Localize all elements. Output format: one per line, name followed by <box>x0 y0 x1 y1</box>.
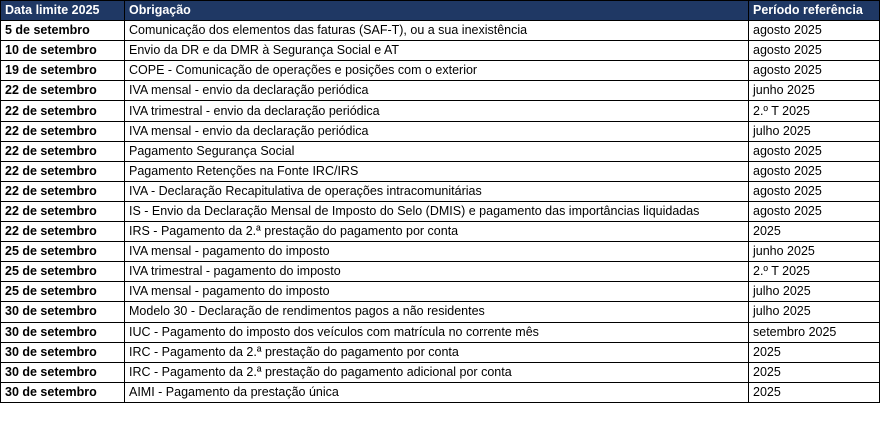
period-cell: setembro 2025 <box>749 322 880 342</box>
obligation-cell: IRC - Pagamento da 2.ª prestação do pagamento adicional por conta <box>125 362 749 382</box>
date-cell: 19 de setembro <box>1 61 125 81</box>
obligation-cell: IRS - Pagamento da 2.ª prestação do pagamento por conta <box>125 222 749 242</box>
table-row <box>1 222 880 242</box>
obligation-cell: COPE - Comunicação de operações e posições com o exterior <box>125 61 749 81</box>
obligation-cell: IVA trimestral - pagamento do imposto <box>125 262 749 282</box>
header-period: Período referência <box>749 1 880 21</box>
date-cell: 22 de setembro <box>1 181 125 201</box>
period-cell: agosto 2025 <box>749 181 880 201</box>
obligation-cell: Envio da DR e da DMR à Segurança Social e AT <box>125 41 749 61</box>
table-header <box>1 1 880 21</box>
obligation-cell: AIMI - Pagamento da prestação única <box>125 382 749 402</box>
date-cell: 22 de setembro <box>1 121 125 141</box>
table-row <box>1 181 880 201</box>
date-cell: 5 de setembro <box>1 21 125 41</box>
table-body <box>1 21 880 403</box>
date-cell: 22 de setembro <box>1 222 125 242</box>
table-row <box>1 121 880 141</box>
obligation-cell: IVA trimestral - envio da declaração periódica <box>125 101 749 121</box>
period-cell: agosto 2025 <box>749 161 880 181</box>
date-cell: 30 de setembro <box>1 382 125 402</box>
obligation-cell: IVA mensal - envio da declaração periódica <box>125 81 749 101</box>
table-row <box>1 101 880 121</box>
obligation-cell: Pagamento Retenções na Fonte IRC/IRS <box>125 161 749 181</box>
period-cell: 2025 <box>749 362 880 382</box>
period-cell: julho 2025 <box>749 282 880 302</box>
date-cell: 22 de setembro <box>1 141 125 161</box>
table-row <box>1 282 880 302</box>
period-cell: 2.º T 2025 <box>749 101 880 121</box>
period-cell: junho 2025 <box>749 81 880 101</box>
date-cell: 22 de setembro <box>1 161 125 181</box>
period-cell: 2025 <box>749 382 880 402</box>
period-cell: agosto 2025 <box>749 201 880 221</box>
table-row <box>1 61 880 81</box>
obligation-cell: IUC - Pagamento do imposto dos veículos com matrícula no corrente mês <box>125 322 749 342</box>
obligation-cell: IVA mensal - envio da declaração periódica <box>125 121 749 141</box>
table-row <box>1 302 880 322</box>
period-cell: julho 2025 <box>749 302 880 322</box>
period-cell: 2025 <box>749 342 880 362</box>
date-cell: 30 de setembro <box>1 322 125 342</box>
header-date: Data limite 2025 <box>1 1 125 21</box>
period-cell: agosto 2025 <box>749 61 880 81</box>
table-row <box>1 322 880 342</box>
table-row <box>1 362 880 382</box>
table-row <box>1 41 880 61</box>
obligation-cell: Pagamento Segurança Social <box>125 141 749 161</box>
obligation-cell: IVA mensal - pagamento do imposto <box>125 242 749 262</box>
obligation-cell: IS - Envio da Declaração Mensal de Imposto do Selo (DMIS) e pagamento das importâncias liquidadas <box>125 201 749 221</box>
date-cell: 22 de setembro <box>1 201 125 221</box>
obligation-cell: IVA - Declaração Recapitulativa de operações intracomunitárias <box>125 181 749 201</box>
table-row <box>1 161 880 181</box>
period-cell: agosto 2025 <box>749 141 880 161</box>
date-cell: 30 de setembro <box>1 342 125 362</box>
date-cell: 25 de setembro <box>1 262 125 282</box>
period-cell: 2.º T 2025 <box>749 262 880 282</box>
date-cell: 30 de setembro <box>1 362 125 382</box>
period-cell: junho 2025 <box>749 242 880 262</box>
date-cell: 30 de setembro <box>1 302 125 322</box>
table-row <box>1 262 880 282</box>
table-row <box>1 21 880 41</box>
table-row <box>1 141 880 161</box>
obligation-cell: Comunicação dos elementos das faturas (SAF-T), ou a sua inexistência <box>125 21 749 41</box>
date-cell: 25 de setembro <box>1 242 125 262</box>
date-cell: 22 de setembro <box>1 101 125 121</box>
period-cell: julho 2025 <box>749 121 880 141</box>
period-cell: agosto 2025 <box>749 41 880 61</box>
period-cell: 2025 <box>749 222 880 242</box>
table-row <box>1 342 880 362</box>
table-row <box>1 81 880 101</box>
table-row <box>1 382 880 402</box>
obligation-cell: IRC - Pagamento da 2.ª prestação do pagamento por conta <box>125 342 749 362</box>
obligation-cell: IVA mensal - pagamento do imposto <box>125 282 749 302</box>
period-cell: agosto 2025 <box>749 21 880 41</box>
date-cell: 25 de setembro <box>1 282 125 302</box>
date-cell: 22 de setembro <box>1 81 125 101</box>
header-obligation: Obrigação <box>125 1 749 21</box>
obligation-cell: Modelo 30 - Declaração de rendimentos pagos a não residentes <box>125 302 749 322</box>
header-row <box>1 1 880 21</box>
table-row <box>1 201 880 221</box>
table-row <box>1 242 880 262</box>
date-cell: 10 de setembro <box>1 41 125 61</box>
